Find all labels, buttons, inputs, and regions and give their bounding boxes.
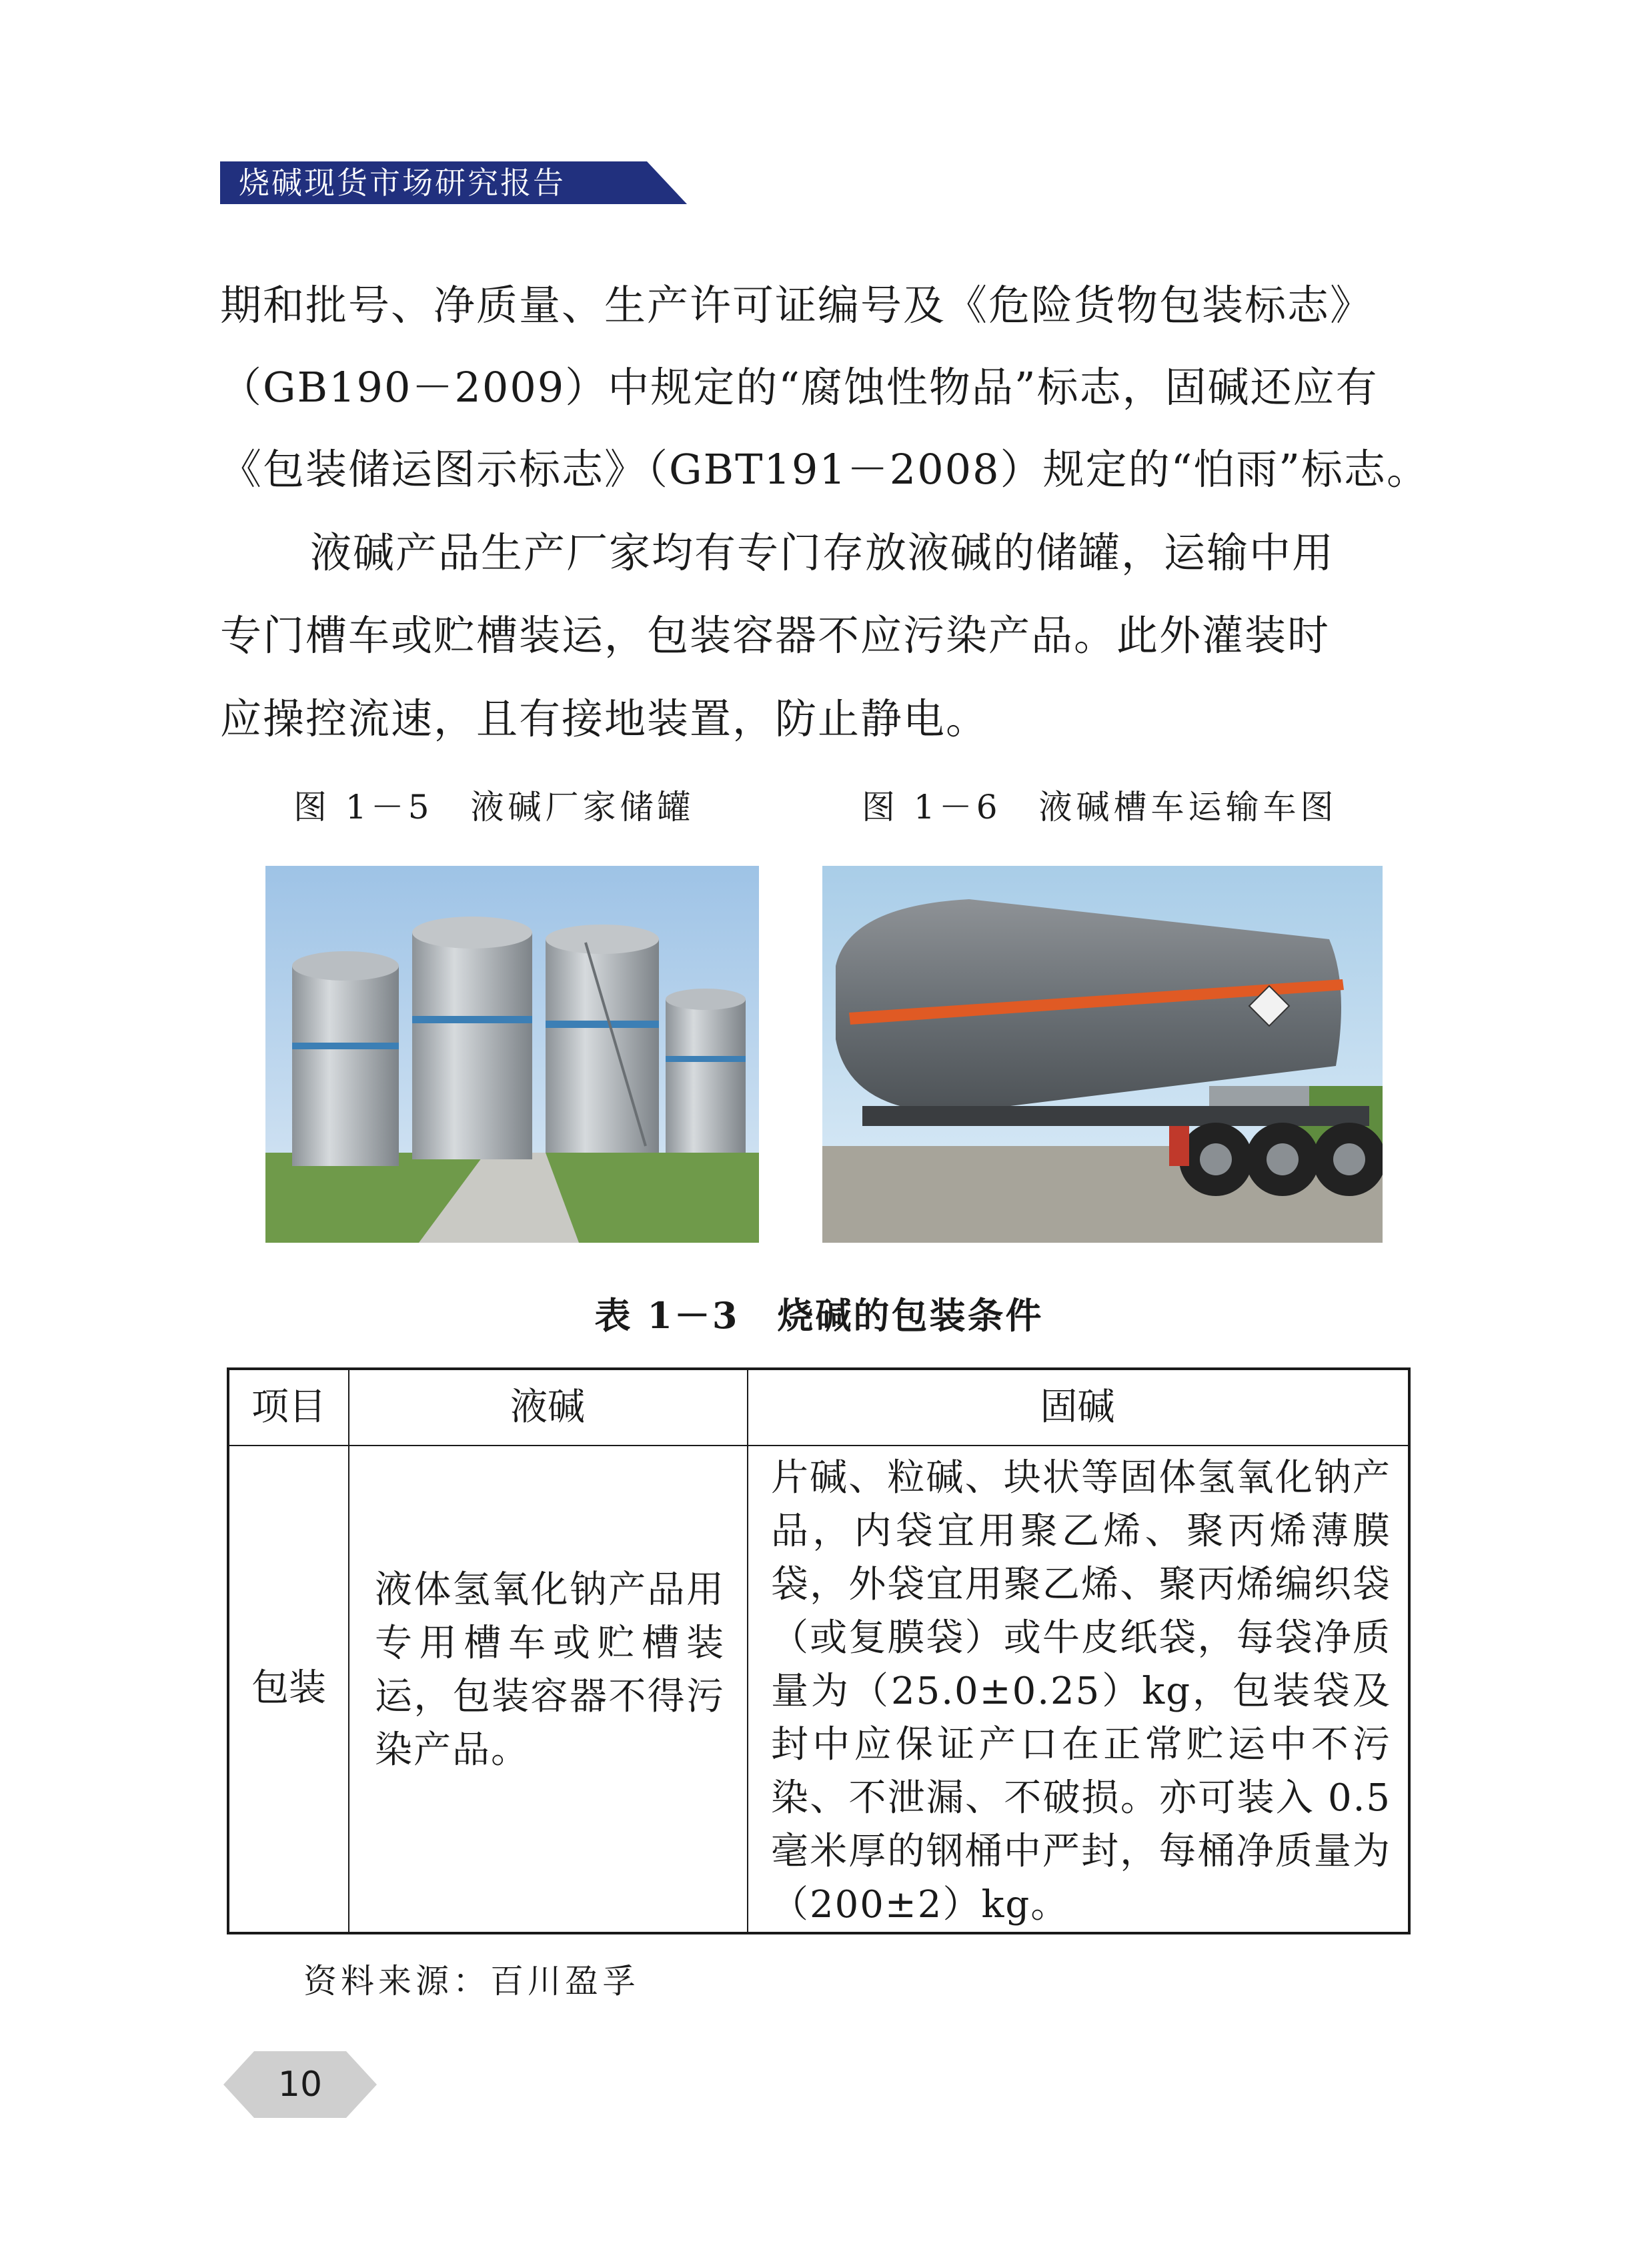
table-divider: [229, 1445, 1408, 1446]
header-solid: 固碱: [1040, 1385, 1115, 1429]
page-number: 10: [277, 2065, 323, 2105]
body-line-4: 液碱产品生产厂家均有专门存放液碱的储罐，运输中用: [310, 528, 1335, 577]
body-line-1: 期和批号、净质量、生产许可证编号及《危险货物包装标志》: [220, 281, 1373, 330]
body-line-6: 应操控流速，且有接地装置，防止静电。: [220, 694, 989, 743]
packaging-table: [227, 1367, 1411, 1934]
table-title: 表 1－3 烧碱的包装条件: [594, 1294, 1044, 1337]
body-line-2: （GB190－2009）中规定的“腐蚀性物品”标志，固碱还应有: [220, 363, 1379, 412]
row-label-packaging: 包装: [251, 1666, 326, 1710]
table-source: 资料来源：百川盈孚: [303, 1962, 640, 2001]
header-item: 项目: [251, 1385, 326, 1429]
table-divider: [747, 1370, 748, 1932]
storage-tanks-photo: [265, 866, 759, 1243]
running-header: 烧碱现货市场研究报告: [239, 165, 566, 201]
tanker-truck-photo: [822, 866, 1383, 1243]
cell-solid-packaging: 片碱、粒碱、块状等固体氢氧化钠产品，内袋宜用聚乙烯、聚丙烯薄膜袋，外袋宜用聚乙烯、聚丙烯编织袋（或复膜袋）或牛皮纸袋，每袋净质量为（25.0±0.25）kg，包装袋及封中应保证产口在正常贮运中不污染、不泄漏、不破损。亦可装入 0.5 毫米厚的钢桶中严封，每桶净质量为（200±2）kg。: [771, 1456, 1391, 1926]
figure-caption-tanker: 图 1－6 液碱槽车运输车图: [862, 788, 1338, 826]
cell-liquid-packaging: 液体氢氧化钠产品用专用槽车或贮槽装运，包装容器不得污染产品。: [375, 1568, 725, 1772]
body-line-3: 《包装储运图示标志》（GBT191－2008）规定的“怕雨”标志。: [220, 445, 1429, 494]
body-line-5: 专门槽车或贮槽装运，包装容器不应污染产品。此外灌装时: [220, 611, 1331, 660]
table-divider: [348, 1370, 349, 1932]
figure-caption-storage: 图 1－5 液碱厂家储罐: [293, 788, 695, 826]
header-liquid: 液碱: [510, 1385, 585, 1429]
